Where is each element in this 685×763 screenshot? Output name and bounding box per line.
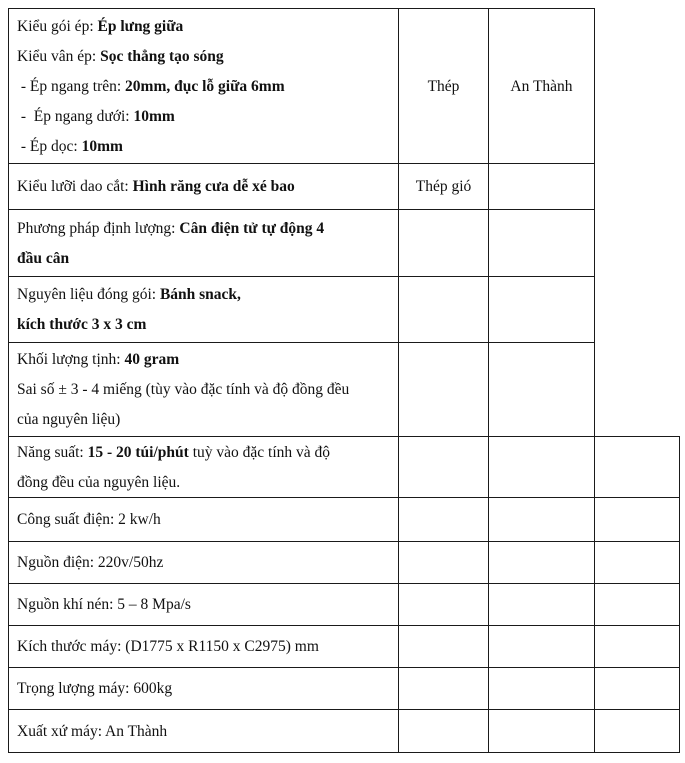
- spec-label: Nguồn điện: 220v/50hz: [17, 554, 164, 571]
- spec-cell: [17, 438, 392, 498]
- table-rule: [679, 436, 680, 753]
- spec-line: [17, 42, 392, 72]
- spec-label: Công suất điện: 2 kw/h: [17, 511, 161, 528]
- spec-cell: [17, 345, 392, 435]
- origin-cell: An Thành: [510, 77, 573, 95]
- spec-line: [17, 674, 392, 704]
- spec-cell: [17, 214, 392, 274]
- spec-label: Xuất xứ máy: An Thành: [17, 722, 168, 740]
- spec-cell: [17, 674, 392, 704]
- table-rule: [8, 8, 595, 9]
- spec-label: đồng đều của nguyên liệu.: [17, 473, 181, 491]
- table-rule: [8, 709, 680, 710]
- spec-cell: [17, 280, 392, 340]
- table-rule: [8, 541, 680, 542]
- spec-value: 10mm: [133, 107, 175, 125]
- spec-label: Nguyên liệu đóng gói:: [17, 286, 160, 303]
- spec-line: [17, 280, 392, 310]
- spec-cell: [17, 717, 392, 747]
- table-rule: [594, 8, 595, 753]
- spec-value: 20mm, đục lỗ giữa 6mm: [125, 77, 285, 95]
- table-rule: [8, 667, 680, 668]
- spec-cell: [17, 590, 392, 620]
- spec-value: Bánh snack,: [159, 286, 241, 303]
- spec-line: [17, 548, 392, 578]
- spec-cell: [17, 632, 392, 662]
- spec-line: [17, 12, 392, 42]
- spec-cell: [17, 505, 392, 535]
- spec-value: Sọc thẳng tạo sóng: [100, 47, 224, 65]
- spec-line: [17, 72, 392, 102]
- spec-label: Trọng lượng máy: 600kg: [17, 680, 173, 697]
- table-rule: [8, 342, 595, 343]
- spec-line: [17, 214, 392, 244]
- spec-line: [17, 244, 392, 274]
- spec-line: [17, 310, 392, 340]
- material-cell: Thép gió: [415, 178, 472, 195]
- spec-value: 15 - 20 túi/phút: [87, 443, 189, 461]
- spec-line: [17, 405, 392, 435]
- spec-label: tuỳ vào đặc tính và độ: [188, 443, 331, 461]
- spec-label: Kiểu vân ép:: [17, 47, 101, 65]
- spec-label: - Ép ngang trên:: [17, 77, 126, 95]
- spec-label: Phương pháp định lượng:: [17, 219, 180, 237]
- spec-cell: [17, 12, 392, 162]
- spec-line: [17, 375, 392, 405]
- spec-label: Khối lượng tịnh:: [17, 351, 125, 368]
- spec-value: 10mm: [81, 137, 123, 155]
- spec-label: Sai số ± 3 - 4 miếng (tùy vào đặc tính và độ đồng đều: [17, 381, 350, 398]
- table-rule: [8, 8, 9, 753]
- spec-line: [17, 590, 392, 620]
- spec-label: - Ép ngang dưới:: [17, 107, 134, 125]
- table-rule: [8, 209, 595, 210]
- spec-line: [17, 717, 392, 747]
- spec-line: [17, 345, 392, 375]
- spec-value: Hình răng cưa dễ xé bao: [132, 178, 295, 195]
- spec-label: Năng suất:: [17, 443, 88, 461]
- spec-line: [17, 632, 392, 662]
- spec-label: Nguồn khí nén: 5 – 8 Mpa/s: [17, 596, 191, 613]
- spec-value: kích thước 3 x 3 cm: [17, 316, 147, 333]
- spec-line: [17, 132, 392, 162]
- spec-line: [17, 468, 392, 498]
- table-rule: [8, 752, 680, 753]
- table-rule: [398, 8, 399, 753]
- table-rule: [8, 163, 595, 164]
- spec-line: [17, 438, 392, 468]
- spec-line: [17, 505, 392, 535]
- spec-label: của nguyên liệu): [17, 411, 121, 428]
- table-rule: [8, 625, 680, 626]
- spec-cell: [17, 172, 392, 202]
- spec-value: Cân điện tử tự động 4: [179, 219, 325, 237]
- table-rule: [488, 8, 489, 753]
- spec-line: [17, 172, 392, 202]
- spec-label: Kiểu lưỡi dao cắt:: [17, 178, 133, 195]
- spec-label: Kiểu gói ép:: [17, 17, 98, 35]
- spec-label: - Ép dọc:: [17, 137, 82, 155]
- spec-value: đầu cân: [17, 249, 70, 267]
- spec-label: Kích thước máy: (D1775 x R1150 x C2975) mm: [17, 638, 319, 655]
- table-rule: [8, 276, 595, 277]
- table-rule: [8, 583, 680, 584]
- spec-value: Ép lưng giữa: [97, 17, 184, 35]
- material-cell: Thép: [427, 77, 460, 95]
- spec-line: [17, 102, 392, 132]
- spec-value: 40 gram: [124, 351, 180, 368]
- spec-cell: [17, 548, 392, 578]
